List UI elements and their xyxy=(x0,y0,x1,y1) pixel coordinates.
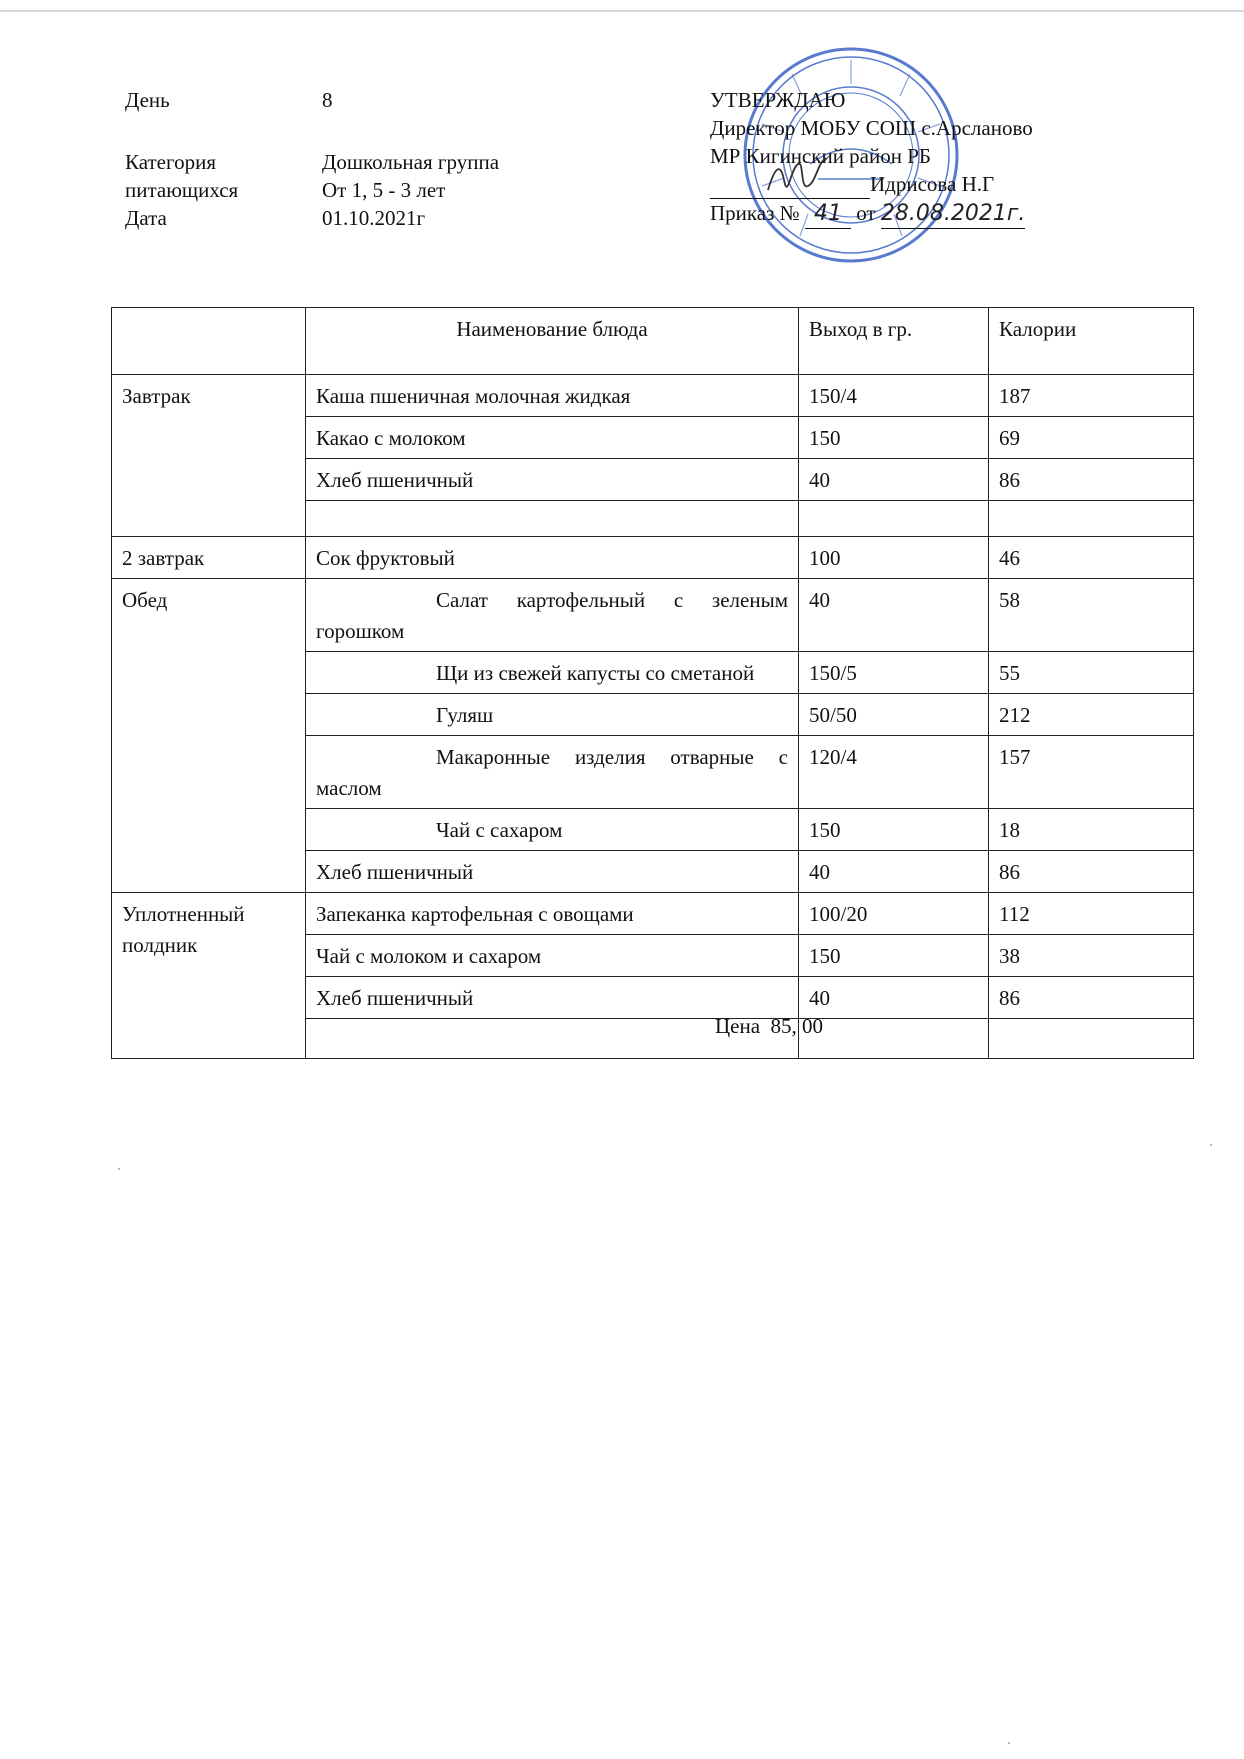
dish-kcal: 18 xyxy=(989,809,1194,851)
section-lunch: Обед xyxy=(112,579,306,893)
dish-kcal: 38 xyxy=(989,935,1194,977)
dish-kcal: 55 xyxy=(989,652,1194,694)
dish-kcal: 187 xyxy=(989,375,1194,417)
header-cell-empty xyxy=(112,308,306,375)
empty-cell xyxy=(799,501,989,537)
scan-edge-line xyxy=(0,10,1244,12)
order-number: 41 xyxy=(805,200,851,229)
dish-yield: 150/4 xyxy=(799,375,989,417)
order-date: 28.08.2021г. xyxy=(881,200,1026,229)
empty-cell xyxy=(989,501,1194,537)
empty-cell xyxy=(306,501,799,537)
category-label-2: питающихся xyxy=(125,178,239,202)
scan-speck xyxy=(1210,1144,1212,1146)
dish-yield: 150/5 xyxy=(799,652,989,694)
header-calories: Калории xyxy=(989,308,1194,375)
approval-title: УТВЕРЖДАЮ xyxy=(710,88,846,112)
dish-kcal: 212 xyxy=(989,694,1194,736)
empty-cell xyxy=(799,1019,989,1059)
dish-name: Хлеб пшеничный xyxy=(306,977,799,1019)
date-label: Дата xyxy=(125,206,167,230)
dish-name: Каша пшеничная молочная жидкая xyxy=(306,375,799,417)
section-snack: Уплотненный полдник xyxy=(112,893,306,1059)
table-row xyxy=(112,375,1194,417)
dish-yield: 150 xyxy=(799,809,989,851)
dish-yield: 40 xyxy=(799,851,989,893)
dish-kcal: 69 xyxy=(989,417,1194,459)
dish-kcal: 86 xyxy=(989,851,1194,893)
dish-name: Гуляш xyxy=(306,694,799,736)
dish-kcal: 58 xyxy=(989,579,1194,652)
category-value-1: Дошкольная группа xyxy=(322,150,500,174)
dish-yield: 40 xyxy=(799,977,989,1019)
dish-yield: 100 xyxy=(799,537,989,579)
dish-name: Чай с молоком и сахаром xyxy=(306,935,799,977)
menu-table xyxy=(111,307,1194,1059)
dish-name: Салат картофельный с зеленым горошком xyxy=(306,579,799,652)
dish-yield: 40 xyxy=(799,579,989,652)
table-row xyxy=(112,537,1194,579)
dish-name: Хлеб пшеничный xyxy=(306,851,799,893)
approval-line-2: МР Кигинский район РБ xyxy=(710,144,931,168)
category-value-2: От 1, 5 - 3 лет xyxy=(322,178,446,202)
day-value: 8 xyxy=(322,88,333,112)
table-row xyxy=(112,893,1194,935)
date-value: 01.10.2021г xyxy=(322,206,426,230)
dish-yield: 100/20 xyxy=(799,893,989,935)
empty-cell xyxy=(989,1019,1194,1059)
price-label: Цена 85, 00 xyxy=(715,1014,824,1038)
dish-kcal: 157 xyxy=(989,736,1194,809)
signature-scribble-icon xyxy=(760,150,840,206)
table-row xyxy=(112,579,1194,652)
dish-name: Хлеб пшеничный xyxy=(306,459,799,501)
day-label: День xyxy=(125,88,170,112)
category-label-1: Категория xyxy=(125,150,216,174)
section-breakfast-2: 2 завтрак xyxy=(112,537,306,579)
header-yield: Выход в гр. xyxy=(799,308,989,375)
dish-yield: 50/50 xyxy=(799,694,989,736)
dish-kcal: 86 xyxy=(989,459,1194,501)
table-header-row xyxy=(112,308,1194,375)
dish-name: Сок фруктовый xyxy=(306,537,799,579)
dish-yield: 40 xyxy=(799,459,989,501)
dish-kcal: 46 xyxy=(989,537,1194,579)
dish-name: Чай с сахаром xyxy=(306,809,799,851)
dish-yield: 150 xyxy=(799,935,989,977)
approval-block xyxy=(710,86,1033,229)
dish-name: Щи из свежей капусты со сметаной xyxy=(306,652,799,694)
dish-name: Запеканка картофельная с овощами xyxy=(306,893,799,935)
dish-yield: 150 xyxy=(799,417,989,459)
scan-speck xyxy=(118,1168,120,1170)
dish-name: Макаронные изделия отварные с маслом xyxy=(306,736,799,809)
signature-name: Идрисова Н.Г xyxy=(870,172,995,196)
dish-name: Какао с молоком xyxy=(306,417,799,459)
header-dish-name: Наименование блюда xyxy=(306,308,799,375)
order-label: Приказ № xyxy=(710,201,800,225)
dish-kcal: 112 xyxy=(989,893,1194,935)
order-from: от xyxy=(856,201,876,225)
order-line xyxy=(710,199,1033,229)
dish-kcal: 86 xyxy=(989,977,1194,1019)
approval-line-1: Директор МОБУ СОШ с.Арсланово xyxy=(710,116,1033,140)
dish-yield: 120/4 xyxy=(799,736,989,809)
scan-speck xyxy=(1008,1742,1010,1744)
signature-line xyxy=(710,170,1033,199)
section-breakfast: Завтрак xyxy=(112,375,306,537)
